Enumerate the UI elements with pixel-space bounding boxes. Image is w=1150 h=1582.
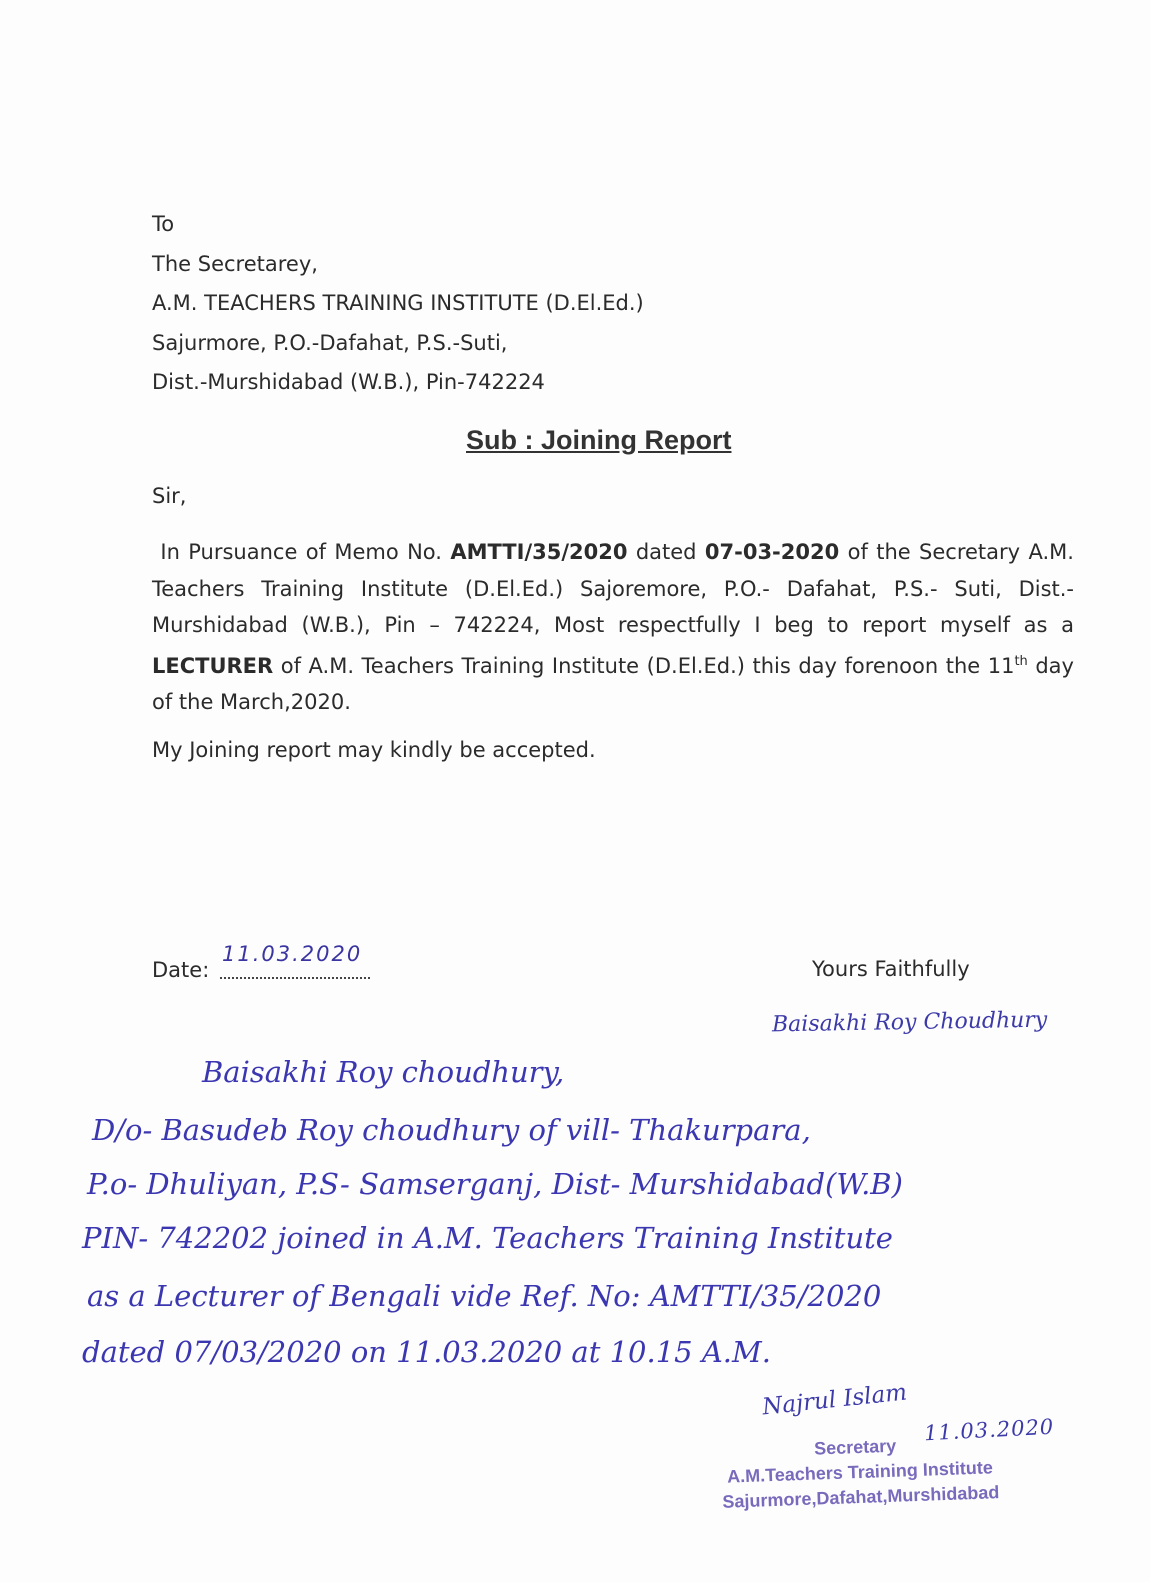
- closing: Yours Faithfully: [812, 957, 970, 981]
- body-text: day of the March,2020.: [152, 653, 1074, 714]
- handwritten-line: D/o- Basudeb Roy choudhury of vill- Thakurpara,: [92, 1113, 811, 1147]
- address-line: The Secretarey,: [152, 251, 318, 276]
- body-text: of A.M. Teachers Training Institute (D.El.Ed.) this day forenoon the 11: [280, 653, 1015, 678]
- handwritten-line: P.o- Dhuliyan, P.S- Samserganj, Dist- Murshidabad(W.B): [87, 1167, 903, 1201]
- designation: LECTURER: [152, 653, 274, 678]
- address-line: A.M. TEACHERS TRAINING INSTITUTE (D.El.Ed.): [152, 291, 644, 315]
- address-line: Sajurmore, P.O.-Dafahat, P.S.-Suti,: [152, 330, 508, 355]
- secretary-date: 11.03.2020: [923, 1414, 1055, 1446]
- stamp-line: Secretary: [813, 1435, 897, 1459]
- body-paragraph: [152, 534, 1074, 721]
- handwritten-line: PIN- 742202 joined in A.M. Teachers Training Institute: [82, 1221, 893, 1255]
- handwritten-line: dated 07/03/2020 on 11.03.2020 at 10.15 A.M.: [82, 1335, 771, 1369]
- recipient-address: [152, 205, 644, 403]
- subject-heading: Sub : Joining Report: [466, 425, 732, 455]
- handwritten-date: 11.03.2020: [222, 942, 363, 966]
- stamp-line: A.M.Teachers Training Institute: [726, 1457, 994, 1487]
- memo-number: AMTTI/35/2020: [450, 540, 628, 564]
- secretary-signature: Najrul Islam: [761, 1379, 909, 1421]
- handwritten-line: Baisakhi Roy choudhury,: [202, 1055, 565, 1089]
- handwritten-line: as a Lecturer of Bengali vide Ref. No: AMTTI/35/2020: [87, 1279, 882, 1313]
- body-text: dated: [635, 540, 697, 564]
- body-text: In Pursuance of Memo No.: [160, 540, 442, 564]
- institute-stamp: [699, 1429, 1021, 1515]
- address-line: To: [152, 212, 175, 236]
- memo-date: 07-03-2020: [704, 540, 840, 564]
- date-label: Date:: [152, 958, 210, 982]
- stamp-line: Sajurmore,Dafahat,Murshidabad: [722, 1482, 1000, 1512]
- applicant-signature: Baisakhi Roy Choudhury: [771, 1007, 1048, 1038]
- address-line: Dist.-Murshidabad (W.B.), Pin-742224: [152, 370, 545, 394]
- body-text: of the Secretary A.M. Teachers Training Institute (D.El.Ed.) Sajoremore, P.O.- Dafahat, P.S.- Suti, Dist.- Murshidabad (W.B.), Pin – 742224, Most respectfully I beg to report myself as a: [152, 540, 1074, 637]
- ordinal-suffix: th: [1014, 653, 1028, 669]
- request-line: My Joining report may kindly be accepted.: [152, 738, 596, 762]
- salutation: Sir,: [152, 484, 187, 508]
